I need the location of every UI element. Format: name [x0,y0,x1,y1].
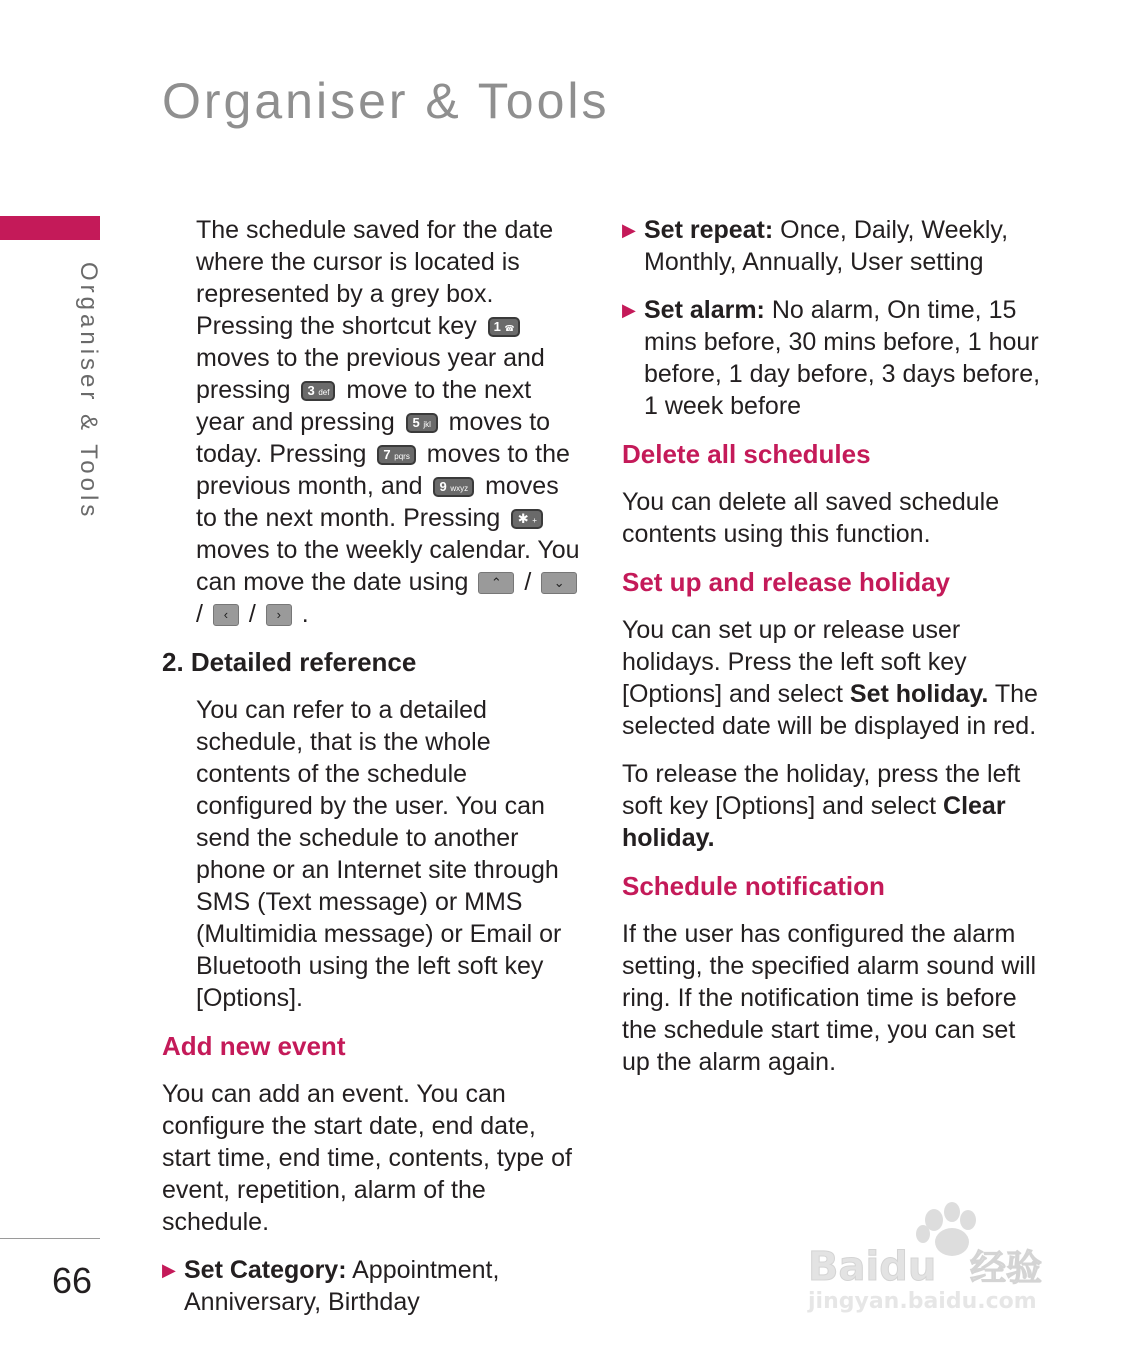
release-text: To release the holiday, press the left soft key [Options] and select [622,760,1021,820]
nav-left-icon: ‹ [213,604,239,626]
set-repeat-bullet [622,214,1042,278]
key-star-icon: ✱ + [511,509,543,529]
intro-text-6: moves to the next month. Pressing [196,472,559,532]
page-number: 66 [52,1260,93,1301]
intro-text-7: moves to the weekly calendar. You can move the date using [196,536,580,596]
set-holiday-label: Set holiday. [849,680,989,708]
bullet-arrow-icon: ▶ [162,1260,176,1280]
separator: / [196,600,203,628]
nav-down-icon: ⌄ [541,572,577,594]
holiday-text [622,614,1042,742]
watermark-brand: Baidu [808,1244,937,1290]
left-column [162,214,582,1334]
footer-rule [0,1238,100,1239]
detailed-reference-text: You can refer to a detailed schedule, that is the whole contents of the schedule configured by the user. You can send the schedule to another phone or an Internet site through SMS (Text message) or MMS (Multimidia message) or Email or Bluetooth using the left soft key [Options]. [196,696,562,1012]
key-1-icon: 1 ☎ [488,317,521,337]
bullet-arrow-icon: ▶ [622,300,636,320]
page-title: Organiser & Tools [162,73,610,129]
schedule-notification-text: If the user has configured the alarm setting, the specified alarm sound will ring. If the notification time is before the schedule start time, you can set up the alarm again. [622,920,1037,1076]
holiday-text-1: You can set up or release user holidays. Press the left soft key [Options] and select [622,616,967,708]
key-5-icon: 5 jkl [406,413,438,433]
holiday-text-2: The selected date will be displayed in red. [622,680,1038,740]
separator: / [524,568,532,596]
set-category-label: Set Category: [184,1256,347,1284]
add-new-event-heading: Add new event [162,1031,346,1061]
sentence-end: . [301,600,309,628]
section-color-bar [0,216,100,240]
intro-text-3: move to the next year and pressing [196,376,532,436]
baidu-watermark-logo [806,1192,1066,1322]
separator: / [248,600,256,628]
set-repeat-label: Set repeat: [644,216,774,244]
intro-text-2: moves to the previous year and pressing [196,344,545,404]
right-column [622,214,1042,1094]
add-new-event-text: You can add an event. You can configure the start date, end date, start time, end time, contents, type of event, repetition, alarm of the schedule. [162,1080,572,1236]
intro-text-1: The schedule saved for the date where the cursor is located is represented by a grey box. Pressing the shortcut key [196,216,554,340]
intro-text-5: moves to the previous month, and [196,440,570,500]
watermark-suffix: 经验 [970,1248,1043,1289]
holiday-heading: Set up and release holiday [622,567,950,597]
detailed-reference-heading: 2. Detailed reference [162,647,417,677]
set-category-text: Appointment, Anniversary, Birthday [184,1256,500,1316]
watermark-url: jingyan.baidu.com [808,1289,1037,1314]
set-category-bullet [162,1254,582,1318]
key-9-icon: 9 wxyz [433,477,474,497]
set-repeat-text: Once, Daily, Weekly, Monthly, Annually, User setting [644,216,1009,276]
key-3-icon: 3 def [301,381,335,401]
bullet-arrow-icon: ▶ [622,220,636,240]
calendar-navigation-paragraph [196,214,582,630]
clear-holiday-label: Clear holiday. [622,792,1006,852]
nav-right-icon: › [266,604,292,626]
delete-all-schedules-text: You can delete all saved schedule contents using this function. [622,488,1000,548]
delete-all-schedules-heading: Delete all schedules [622,439,871,469]
key-7-icon: 7 pqrs [377,445,415,465]
release-holiday-text [622,758,1042,854]
set-alarm-bullet [622,294,1042,422]
set-alarm-text: No alarm, On time, 15 mins before, 30 mins before, 1 hour before, 1 day before, 3 days before, 1 week before [644,296,1041,420]
nav-up-icon: ⌃ [478,572,514,594]
intro-text-4: moves to today. Pressing [196,408,551,468]
side-section-tab: Organiser & Tools [75,262,102,521]
schedule-notification-heading: Schedule notification [622,871,885,901]
set-alarm-label: Set alarm: [644,296,765,324]
